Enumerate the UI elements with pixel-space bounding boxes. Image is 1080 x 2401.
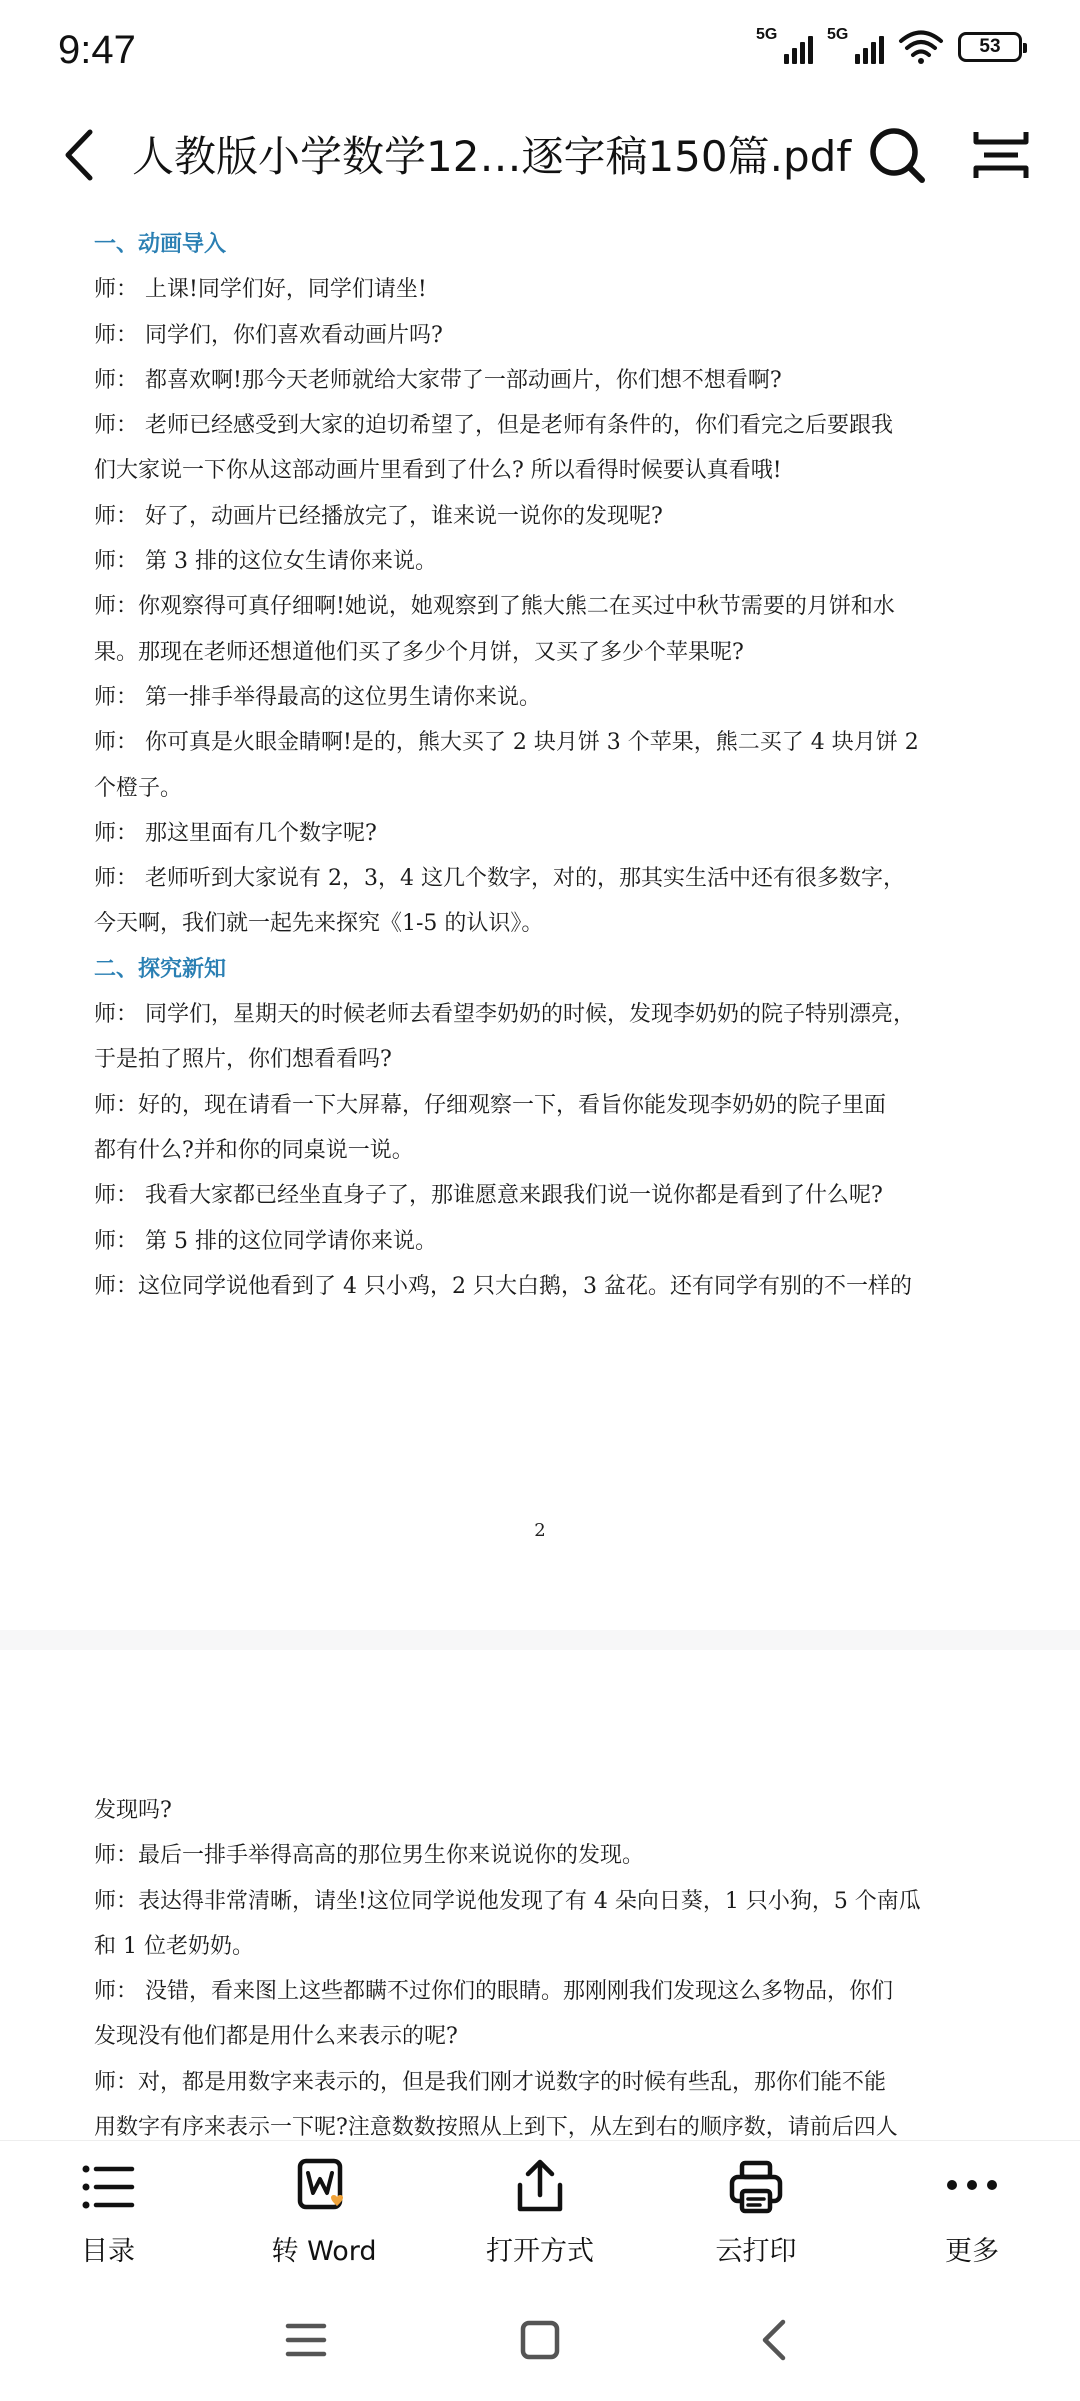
list-icon <box>76 2155 140 2219</box>
more-icon <box>940 2155 1004 2219</box>
text-line: 师： 同学们，星期天的时候老师去看望李奶奶的时候，发现李奶奶的院子特别漂亮， <box>94 1002 915 1028</box>
text-line: 都有什么?并和你的同桌说一说。 <box>94 1137 414 1163</box>
pdf-viewer[interactable] <box>0 210 1080 2140</box>
pdf-page <box>0 1650 1080 2140</box>
status-bar <box>0 0 1080 100</box>
search-icon[interactable] <box>862 120 932 190</box>
text-line: 师： 同学们，你们喜欢看动画片吗? <box>94 322 443 348</box>
text-line: 于是拍了照片，你们想看看吗? <box>94 1047 392 1073</box>
text-line: 师：表达得非常清晰，请坐!这位同学说他发现了有 4 朵向日葵，1 只小狗，5 个南瓜 <box>94 1888 921 1914</box>
more-button[interactable] <box>892 2155 1052 2275</box>
toc-label: 目录 <box>81 2236 135 2267</box>
text-line: 师： 我看大家都已经坐直身子了，那谁愿意来跟我们说一说你都是看到了什么呢? <box>94 1183 883 1209</box>
menu-icon[interactable] <box>276 2310 336 2370</box>
convert-to-word-button[interactable] <box>244 2155 404 2275</box>
word-convert-icon <box>292 2155 356 2219</box>
page-text <box>94 222 944 1309</box>
text-line: 发现吗? <box>94 1798 172 1823</box>
status-time: 9:47 <box>58 28 136 72</box>
cloud-print-label: 云打印 <box>715 2236 797 2267</box>
text-line: 师：你观察得可真仔细啊!她说，她观察到了熊大熊二在买过中秋节需要的月饼和水 <box>94 594 895 620</box>
to-word-label: 转 Word <box>271 2236 377 2267</box>
bottom-toolbar <box>0 2140 1080 2280</box>
text-line: 师：对，都是用数字来表示的，但是我们刚才说数字的时候有些乱，那你们能不能 <box>94 2069 887 2095</box>
back-nav-icon[interactable] <box>745 2310 805 2370</box>
signal-icon <box>827 26 884 64</box>
home-icon[interactable] <box>510 2310 570 2370</box>
text-line: 们大家说一下你从这部动画片里看到了什么? 所以看得时候要认真看哦! <box>94 458 782 484</box>
document-title: 人教版小学数学12…逐字稿150篇.pdf <box>132 132 852 181</box>
text-line: 师： 好了，动画片已经播放完了，谁来说一说你的发现呢? <box>94 503 663 529</box>
section-heading: 二、探究新知 <box>94 956 227 982</box>
text-line: 个橙子。 <box>94 775 183 801</box>
open-with-label: 打开方式 <box>486 2236 594 2267</box>
text-line: 师： 都喜欢啊!那今天老师就给大家带了一部动画片，你们想不想看啊? <box>94 367 782 393</box>
fullscreen-icon[interactable] <box>966 120 1036 190</box>
text-line: 和 1 位老奶奶。 <box>94 1933 254 1959</box>
text-line: 今天啊，我们就一起先来探究《1-5 的认识》。 <box>94 911 544 937</box>
text-line: 师： 没错，看来图上这些都瞒不过你们的眼睛。那刚刚我们发现这么多物品，你们 <box>94 1979 893 2005</box>
status-icons <box>756 26 1022 64</box>
printer-icon <box>724 2155 788 2219</box>
cloud-print-button[interactable] <box>676 2155 836 2275</box>
text-line: 师： 第 3 排的这位女生请你来说。 <box>94 549 437 575</box>
page-text <box>94 1788 944 2140</box>
network-type-label: 5G <box>827 26 849 43</box>
page-number: 2 <box>534 1520 546 1541</box>
back-icon[interactable] <box>50 120 110 190</box>
wifi-icon <box>898 30 944 64</box>
open-with-button[interactable] <box>460 2155 620 2275</box>
text-line: 发现没有他们都是用什么来表示的呢? <box>94 2024 458 2050</box>
text-line: 师：好的，现在请看一下大屏幕，仔细观察一下，看旨你能发现李奶奶的院子里面 <box>94 1092 887 1118</box>
battery-level: 53 <box>979 36 1001 57</box>
text-line: 师：这位同学说他看到了 4 只小鸡，2 只大白鹅，3 盆花。还有同学有别的不一样的 <box>94 1273 912 1299</box>
pdf-page <box>0 210 1080 1630</box>
text-line: 师： 第一排手举得最高的这位男生请你来说。 <box>94 684 541 710</box>
toc-button[interactable] <box>28 2155 188 2275</box>
text-line: 师： 你可真是火眼金睛啊!是的，熊大买了 2 块月饼 3 个苹果，熊二买了 4 块月饼 2 <box>94 730 919 756</box>
share-icon <box>508 2155 572 2219</box>
text-line: 师： 上课!同学们好，同学们请坐! <box>94 277 427 303</box>
text-line: 用数字有序来表示一下呢?注意数数按照从上到下，从左到右的顺序数，请前后四人 <box>94 2115 898 2140</box>
network-type-label: 5G <box>756 26 778 43</box>
system-nav-bar <box>0 2280 1080 2401</box>
text-line: 师： 那这里面有几个数字呢? <box>94 820 377 846</box>
app-header <box>0 100 1080 210</box>
signal-icon <box>756 26 813 64</box>
text-line: 师： 老师听到大家说有 2，3，4 这几个数字，对的，那其实生活中还有很多数字， <box>94 866 905 892</box>
more-label: 更多 <box>945 2236 999 2267</box>
text-line: 师： 老师已经感受到大家的迫切希望了，但是老师有条件的，你们看完之后要跟我 <box>94 413 893 439</box>
text-line: 师： 第 5 排的这位同学请你来说。 <box>94 1228 437 1254</box>
text-line: 师：最后一排手举得高高的那位男生你来说说你的发现。 <box>94 1843 645 1869</box>
section-heading: 一、动画导入 <box>94 232 227 257</box>
battery-icon <box>958 32 1022 62</box>
text-line: 果。那现在老师还想道他们买了多少个月饼，又买了多少个苹果呢? <box>94 639 744 665</box>
